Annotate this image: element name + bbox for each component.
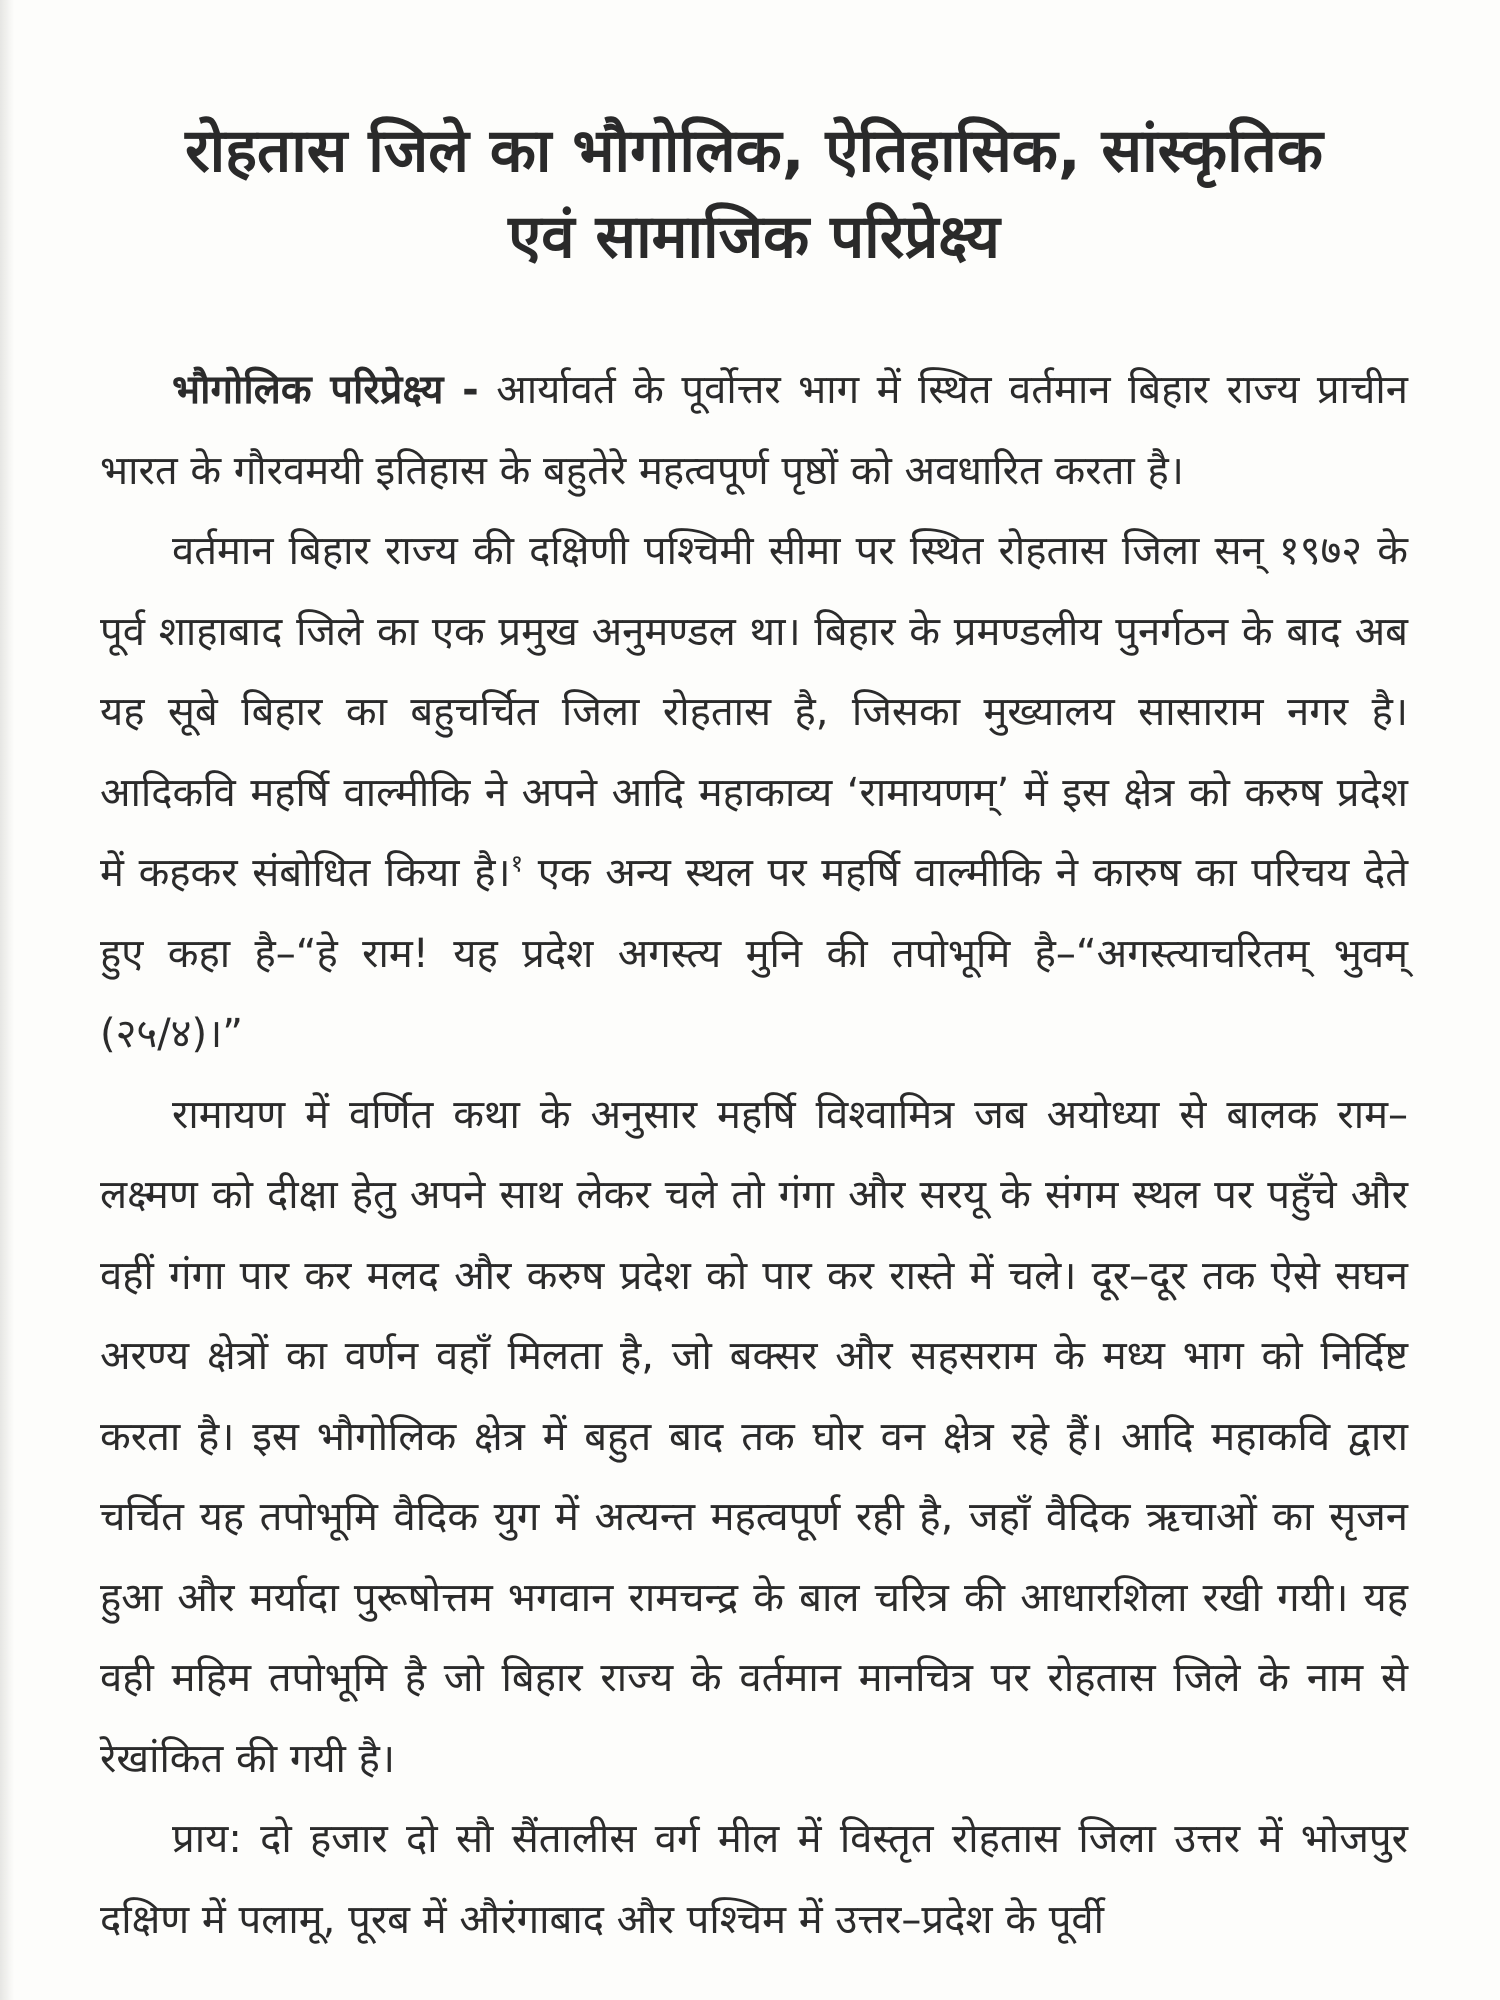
paragraph-rohtas-district xyxy=(100,511,1408,1075)
paragraph-text: आर्यावर्त के पूर्वोत्तर भाग में स्थित वर्तमान बिहार राज्य प्राचीन भारत के गौरवमयी इतिहास के बहुतेरे महत्वपूर्ण पृष्ठों को अवधारित करता है। xyxy=(100,367,1408,494)
title-line-1: रोहतास जिले का भौगोलिक, ऐतिहासिक, सांस्कृतिक xyxy=(185,116,1323,186)
scan-edge-shadow xyxy=(0,0,14,2000)
paragraph-ramayana-narrative xyxy=(100,1075,1408,1800)
section-heading-inline: भौगोलिक परिप्रेक्ष्य - xyxy=(172,367,479,413)
footnote-marker: १ xyxy=(510,849,524,878)
page-title xyxy=(100,108,1408,280)
body-text xyxy=(100,350,1408,1960)
paragraph-text: प्राय: दो हजार दो सौ सैंतालीस वर्ग मील में विस्तृत रोहतास जिला उत्तर में भोजपुर दक्षिण में पलामू, पूरब में औरंगाबाद और पश्चिम में उत्तर–प्रदेश के पूर्वी xyxy=(100,1816,1408,1943)
paragraph-text: रामायण में वर्णित कथा के अनुसार महर्षि विश्वामित्र जब अयोध्या से बालक राम–लक्ष्मण को दीक्षा हेतु अपने साथ लेकर चले तो गंगा और सरयू के संगम स्थल पर पहुँचे और वहीं गंगा पार कर मलद और करुष प्रदेश को पार कर रास्ते में चले। दूर–दूर तक ऐसे सघन अरण्य क्षेत्रों का वर्णन वहाँ मिलता है, जो बक्सर और सहसराम के मध्य भाग को निर्दिष्ट करता है। इस भौगोलिक क्षेत्र में बहुत बाद तक घोर वन क्षेत्र रहे हैं। आदि महाकवि द्वारा चर्चित यह तपोभूमि वैदिक युग में अत्यन्त महत्वपूर्ण रही है, जहाँ वैदिक ऋचाओं का सृजन हुआ और मर्यादा पुरूषोत्तम भगवान रामचन्द्र के बाल चरित्र की आधारशिला रखी गयी। यह वही महिम तपोभूमि है जो बिहार राज्य के वर्तमान मानचित्र पर रोहतास जिले के नाम से रेखांकित की गयी है। xyxy=(100,1091,1408,1782)
paragraph-text: वर्तमान बिहार राज्य की दक्षिणी पश्चिमी सीमा पर स्थित रोहतास जिला सन् १९७२ के पूर्व शाहाबाद जिले का एक प्रमुख अनुमण्डल था। बिहार के प्रमण्डलीय पुनर्गठन के बाद अब यह सूबे बिहार का बहुचर्चित जिला रोहतास है, जिसका मुख्यालय सासाराम नगर है। आदिकवि महर्षि वाल्मीकि ने अपने आदि महाकाव्य ‘रामायणम्’ में इस क्षेत्र को करुष प्रदेश में कहकर संबोधित किया है। xyxy=(100,528,1408,896)
title-line-2: एवं सामाजिक परिप्रेक्ष्य xyxy=(508,202,1000,272)
paragraph-geographic-perspective xyxy=(100,350,1408,511)
paragraph-district-area xyxy=(100,1799,1408,1960)
paragraph-text: एक अन्य स्थल पर महर्षि वाल्मीकि ने कारुष का परिचय देते हुए कहा है–“हे राम! यह प्रदेश अगस्त्य मुनि की तपोभूमि है–“अगस्त्याचरितम् भुवम् (२५/४)।” xyxy=(100,850,1408,1057)
